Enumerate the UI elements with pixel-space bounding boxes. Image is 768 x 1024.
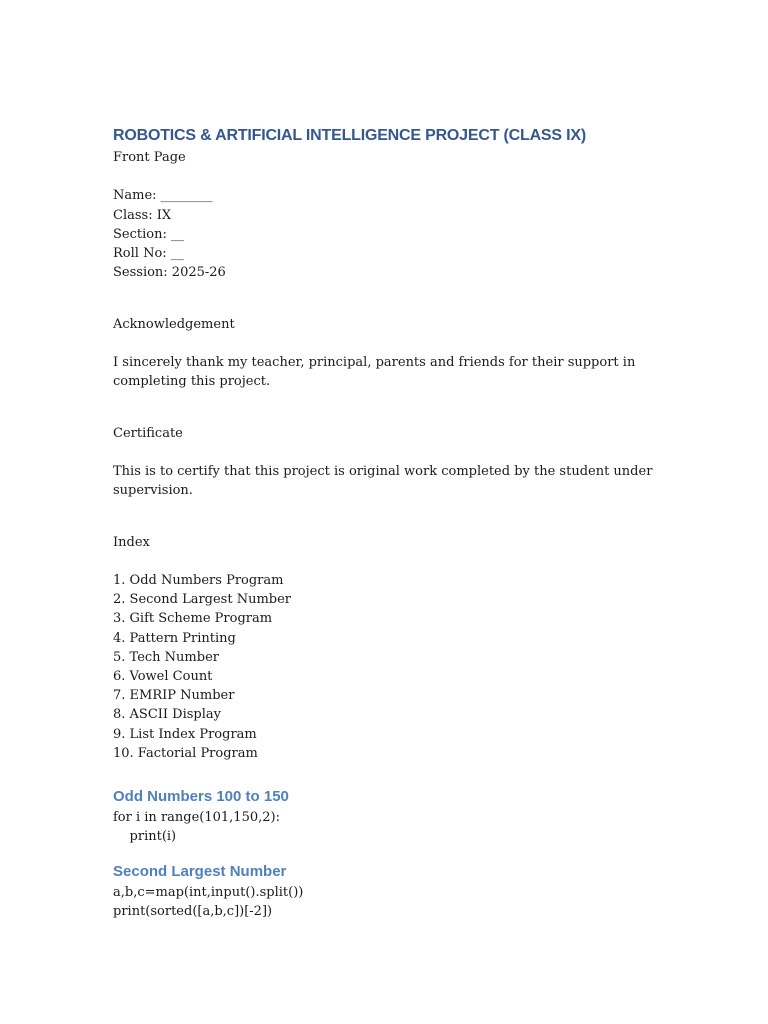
student-session-line: Session: 2025-26 [113,265,226,281]
spacer [113,282,673,301]
spacer [113,391,673,410]
document-page [113,124,673,921]
code-line: print(sorted([a,b,c])[-2]) [113,903,273,919]
index-item: 10. Factorial Program [113,745,258,761]
spacer [113,443,673,462]
student-class-line: Class: IX [113,207,172,223]
spacer [113,334,673,353]
student-details [113,186,673,282]
index-item: 2. Second Largest Number [113,592,292,608]
certificate-heading: Certificate [113,425,183,441]
index-item: 9. List Index Program [113,726,257,742]
document-title: ROBOTICS & ARTIFICIAL INTELLIGENCE PROJECT (CLASS IX) [113,127,586,144]
spacer [113,411,673,424]
index-item: 4. Pattern Printing [113,630,236,646]
section-heading-odd-numbers: Odd Numbers 100 to 150 [113,788,289,806]
code-block-second-largest [113,883,673,921]
front-page-label: Front Page [113,150,186,165]
spacer [113,520,673,533]
spacer [113,763,673,782]
section-heading-second-largest: Second Largest Number [113,862,287,880]
spacer [113,167,673,186]
student-name-line: Name: ________ [113,188,213,204]
index-item: 6. Vowel Count [113,668,213,684]
index-item: 3. Gift Scheme Program [113,611,273,627]
student-rollno-line: Roll No: __ [113,246,184,261]
index-item: 1. Odd Numbers Program [113,572,284,588]
acknowledgement-heading: Acknowledgement [113,316,235,332]
code-line: print(i) [113,829,177,845]
spacer [113,552,673,571]
acknowledgement-text: I sincerely thank my teacher, principal, parents and friends for their support in completing this project. [113,354,636,390]
code-block-odd-numbers [113,808,673,846]
spacer [113,847,673,861]
spacer [113,500,673,519]
code-line: for i in range(101,150,2): [113,810,280,826]
index-heading: Index [113,534,150,550]
code-line: a,b,c=map(int,input().split()) [113,884,304,900]
spacer [113,302,673,315]
index-list [113,571,673,763]
index-item: 5. Tech Number [113,649,219,665]
student-section-line: Section: __ [113,226,184,242]
index-item: 7. EMRIP Number [113,688,235,704]
certificate-text: This is to certify that this project is original work completed by the student under supervision. [113,463,653,499]
index-item: 8. ASCII Display [113,707,222,723]
